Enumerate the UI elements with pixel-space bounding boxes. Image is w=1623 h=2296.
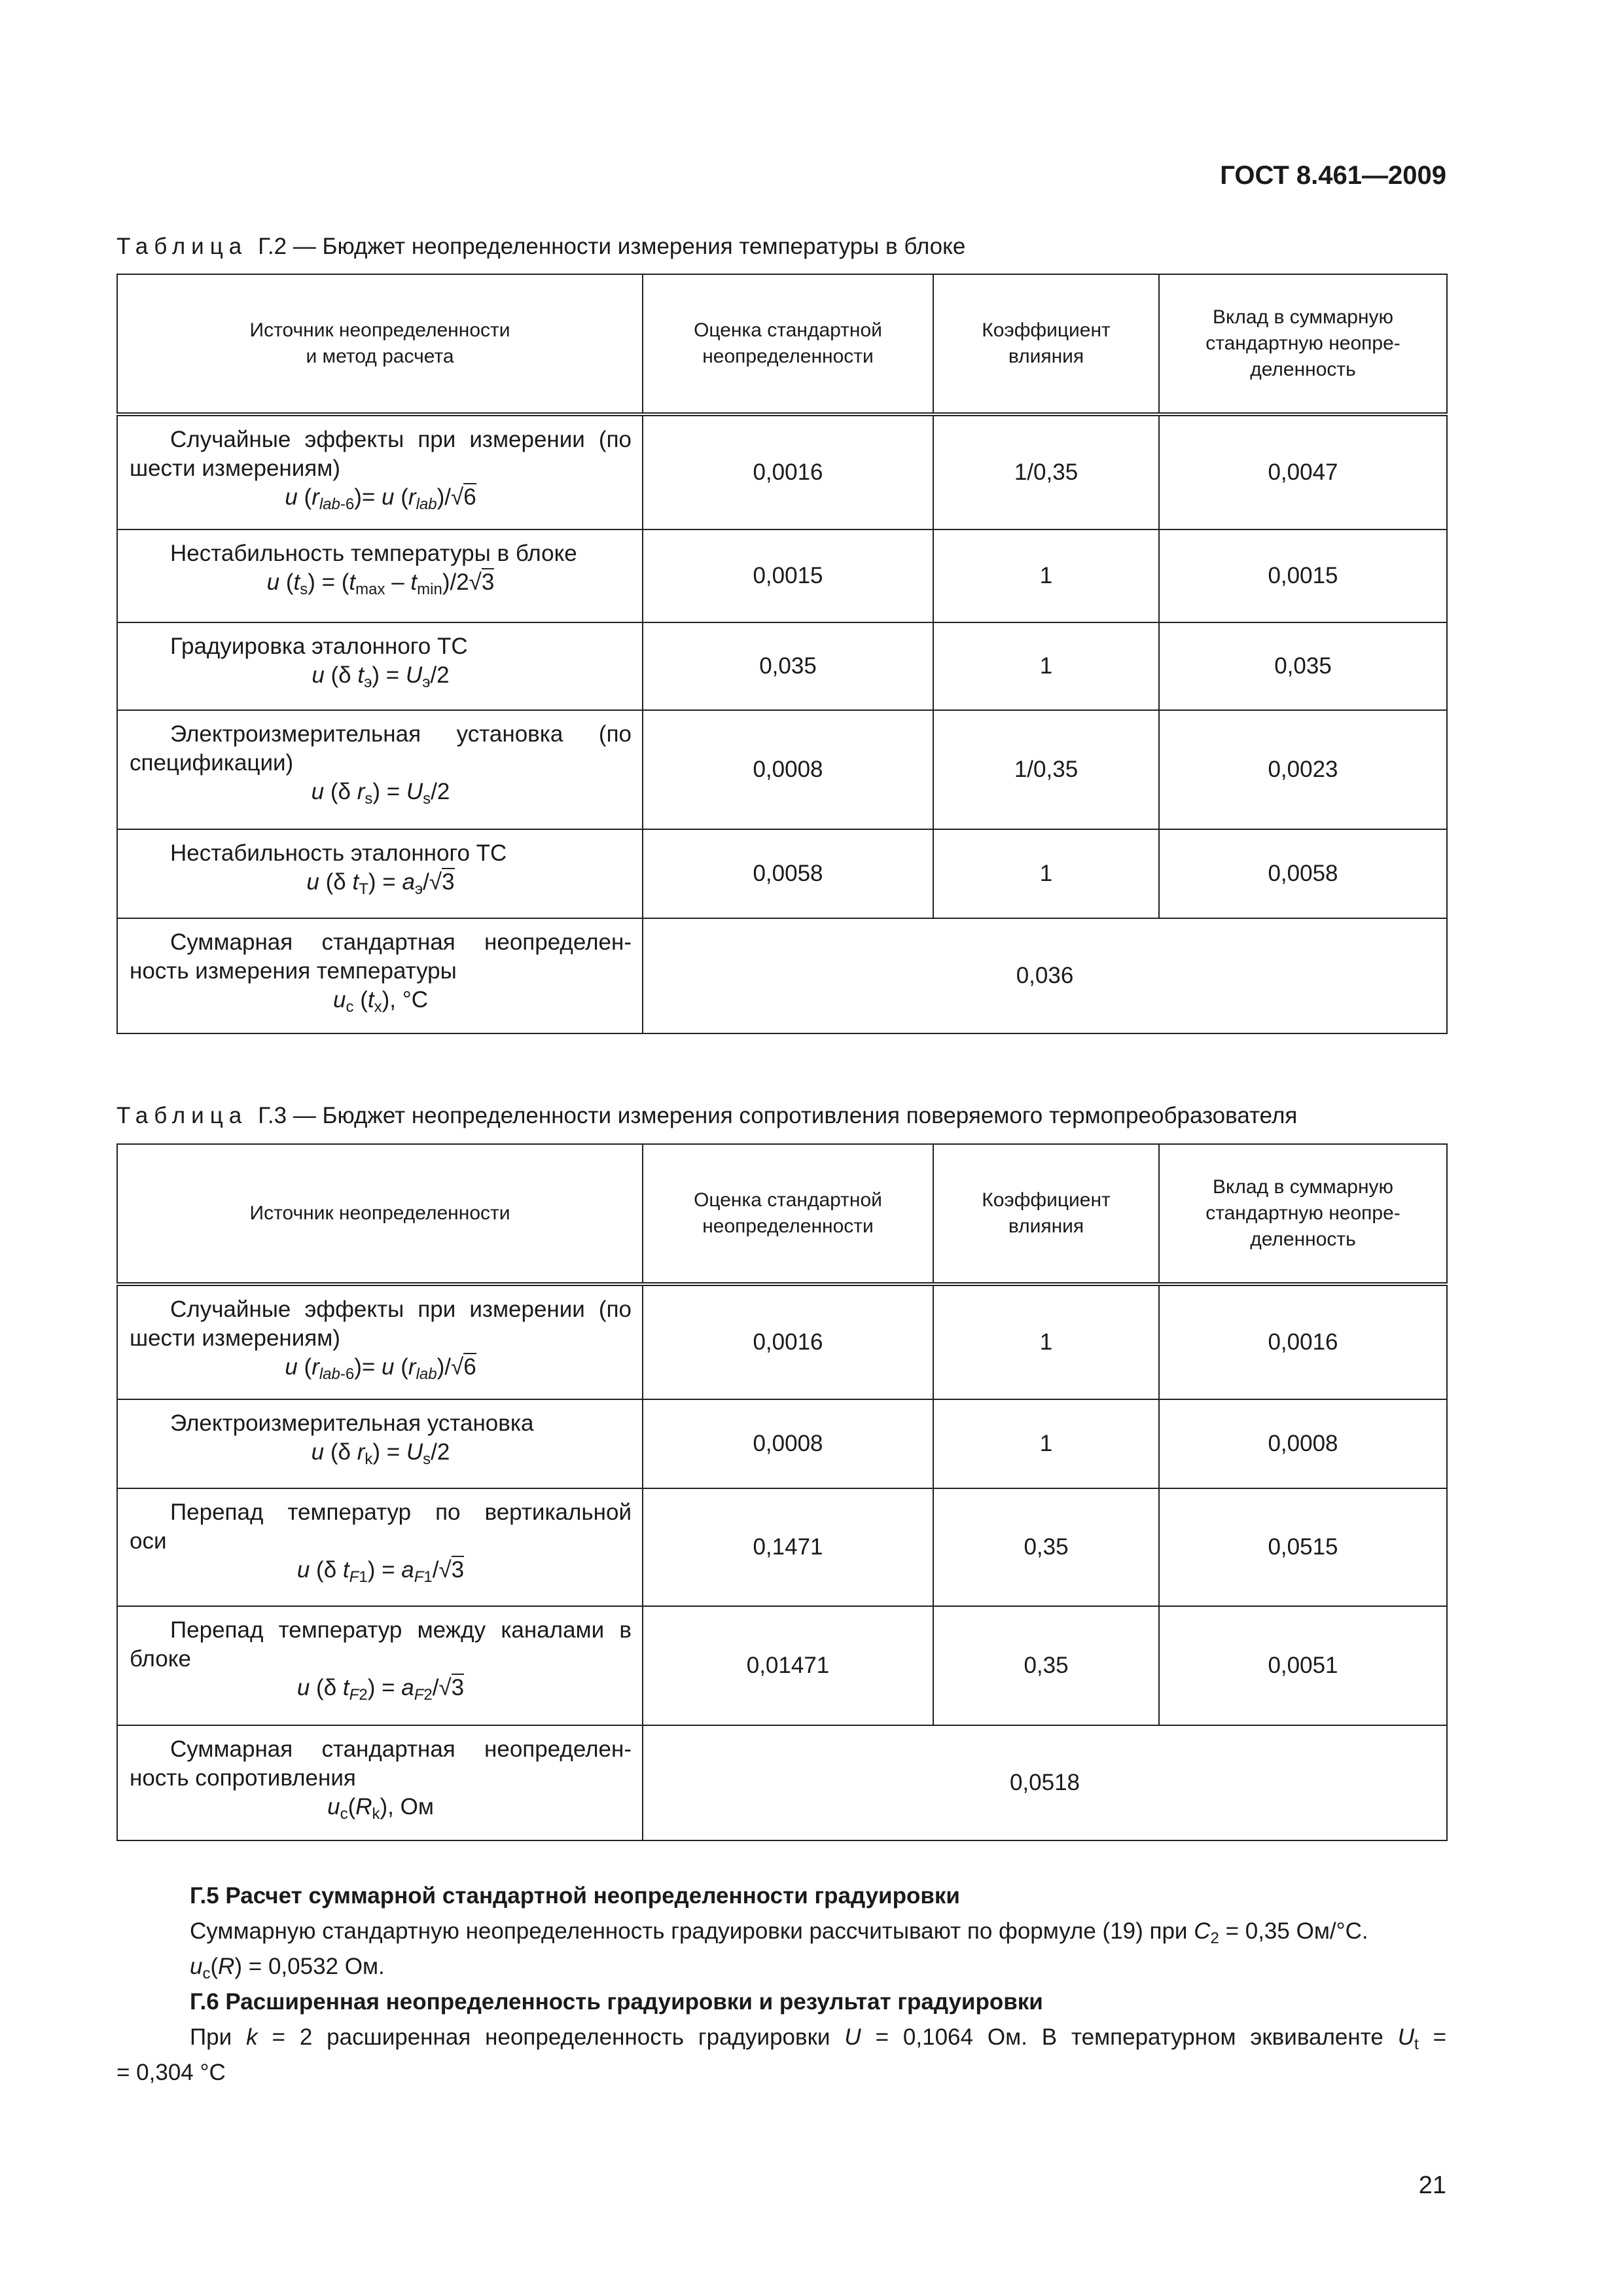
contrib-cell: 0,0058 [1159,829,1447,918]
table-row [117,414,1447,529]
table-g2-caption-prefix: Таблица [116,234,248,259]
table-g2-col-estimate: Оценка стандартной неопределенности [643,274,933,414]
total-value-cell: 0,036 [643,918,1447,1033]
section-g5-result: $u_c(R) = 0,0532$ Ом. [190,1954,385,1982]
page-number: 21 [1418,2172,1446,2199]
table-row [117,710,1447,829]
source-cell: Электроизмерительная установка u (δ $r_k) = U_s/2$ [117,1399,643,1488]
table-row [117,1606,1447,1725]
formula: u (δ $t_э) = U_э/2$ [312,662,450,691]
total-source-cell: Суммарная стандартная неопределен- ность сопротивления $u_c(R_k)$, Ом [117,1725,643,1840]
section-g6 [116,1984,1446,2090]
source-cell: Градуировка эталонного ТС u (δ $t_э) = U_э/2$ [117,622,643,710]
table-row [117,622,1447,710]
contrib-cell: 0,0515 [1159,1488,1447,1606]
total-source-cell: Суммарная стандартная неопределен- ность измерения температуры $u_c$ $(t_x)$, °С [117,918,643,1033]
coef-cell: 1 [933,529,1159,622]
formula: u $(t_s) = (t_{max} - t_{min})/2√3$ [266,569,495,598]
contrib-cell: 0,0008 [1159,1399,1447,1488]
table-g3-col-estimate: Оценка стандартной неопределенности [643,1144,933,1284]
document-standard-id: ГОСТ 8.461—2009 [1220,161,1446,190]
formula: u (δ $r_k) = U_s/2$ [311,1439,450,1468]
coef-cell: 0,35 [933,1606,1159,1725]
table-g3 [116,1143,1448,1841]
coef-cell: 0,35 [933,1488,1159,1606]
formula: u (δ $r_s) = U_s/2$ [311,779,450,808]
formula: u (δ $t_{F2}) = a_{F2}/√3$ [296,1675,465,1704]
table-total-row [117,1725,1447,1840]
coef-cell: 1/0,35 [933,414,1159,529]
table-g2 [116,274,1448,1034]
coef-cell: 1 [933,622,1159,710]
table-g3-col-source: Источник неопределенности [117,1144,643,1284]
contrib-cell: 0,0051 [1159,1606,1447,1725]
section-g6-result: = 0,304 °С [116,2060,226,2085]
source-cell: Нестабильность эталонного ТС u (δ $t_T) = a_э/√3$ [117,829,643,918]
section-g5 [116,1878,1446,1984]
contrib-cell: 0,0015 [1159,529,1447,622]
contrib-cell: 0,0023 [1159,710,1447,829]
table-row [117,1399,1447,1488]
estimate-cell: 0,0016 [643,1284,933,1399]
source-cell: Перепад температур между каналами в блоке u (δ $t_{F2}) = a_{F2}/√3$ [117,1606,643,1725]
table-row [117,1488,1447,1606]
contrib-cell: 0,0016 [1159,1284,1447,1399]
formula: $u_c$ $(t_x)$, °С [333,987,428,1016]
estimate-cell: 0,0058 [643,829,933,918]
table-total-row [117,918,1447,1033]
formula: $u_c(R_k)$, Ом [327,1794,434,1823]
table-g2-caption [116,234,965,260]
source-cell: Электроизмерительная установка (по спецификации) u (δ $r_s) = U_s/2$ [117,710,643,829]
formula: u $(r_{lab-6})= u$ $(r_{lab})/√6$ [285,1354,476,1383]
section-g5-heading: Г.5 Расчет суммарной стандартной неопределенности градуировки [190,1883,960,1909]
section-g5-paragraph: Суммарную стандартную неопределенность градуировки рассчитывают по формуле (19) при $C_2 = 0,35$ Ом/°С. [190,1918,1368,1947]
coef-cell: 1 [933,829,1159,918]
contrib-cell: 0,0047 [1159,414,1447,529]
table-row [117,1284,1447,1399]
formula: u (δ $t_{F1}) = a_{F1}/√3$ [296,1557,465,1586]
source-cell: Случайные эффекты при измерении (по шести измерениям) u $(r_{lab-6})= u$ $(r_{lab})/√6$ [117,414,643,529]
coef-cell: 1/0,35 [933,710,1159,829]
table-g2-caption-text: Г.2 — Бюджет неопределенности измерения температуры в блоке [258,234,966,259]
estimate-cell: 0,0008 [643,1399,933,1488]
table-g2-col-coef: Коэффициент влияния [933,274,1159,414]
total-value-cell: 0,0518 [643,1725,1447,1840]
table-g2-col-source: Источник неопределенности и метод расчета [117,274,643,414]
section-g6-heading: Г.6 Расширенная неопределенность градуировки и результат градуировки [190,1989,1043,2015]
source-cell: Перепад температур по вертикальной оси u (δ $t_{F1}) = a_{F1}/√3$ [117,1488,643,1606]
table-row [117,829,1447,918]
formula: u $(r_{lab-6})= u$ $(r_{lab})/√6$ [285,484,476,513]
estimate-cell: 0,0015 [643,529,933,622]
estimate-cell: 0,0016 [643,414,933,529]
table-row [117,529,1447,622]
source-cell: Нестабильность температуры в блоке u $(t_s) = (t_{max} - t_{min})/2√3$ [117,529,643,622]
table-g3-caption-prefix: Таблица [116,1103,248,1128]
coef-cell: 1 [933,1284,1159,1399]
section-g6-paragraph: При k = 2 расширенная неопределенность градуировки U = 0,1064 Ом. В температурном эквиваленте $U_t$ = [190,2024,1447,2053]
estimate-cell: 0,0008 [643,710,933,829]
table-g3-header-row [117,1144,1447,1284]
table-g3-caption-text: Г.3 — Бюджет неопределенности измерения сопротивления поверяемого термопреобразователя [258,1103,1298,1128]
table-g3-caption [116,1103,1297,1129]
estimate-cell: 0,035 [643,622,933,710]
estimate-cell: 0,01471 [643,1606,933,1725]
estimate-cell: 0,1471 [643,1488,933,1606]
table-g2-col-contrib: Вклад в суммарную стандартную неопре- деленность [1159,274,1447,414]
coef-cell: 1 [933,1399,1159,1488]
contrib-cell: 0,035 [1159,622,1447,710]
table-g3-col-contrib: Вклад в суммарную стандартную неопре- деленность [1159,1144,1447,1284]
formula: u (δ $t_T) = a_э/√3$ [306,869,455,898]
table-g2-header-row [117,274,1447,414]
table-g3-col-coef: Коэффициент влияния [933,1144,1159,1284]
source-cell: Случайные эффекты при измерении (по шести измерениям) u $(r_{lab-6})= u$ $(r_{lab})/√6$ [117,1284,643,1399]
